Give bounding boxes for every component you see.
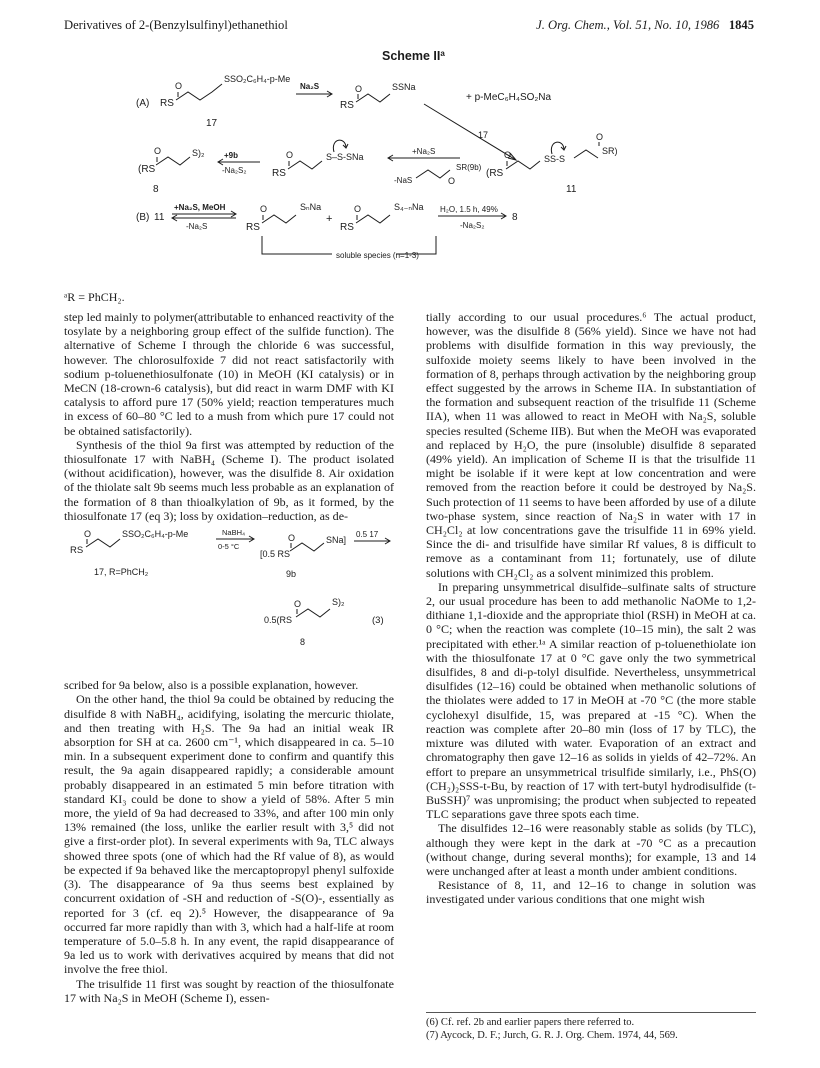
scheme-title: Scheme $II^a$ bbox=[382, 49, 445, 63]
trisulfide-anion: S–S-SNa bbox=[326, 152, 364, 162]
oxo-sssna: O bbox=[286, 150, 294, 160]
sr-11: SR) bbox=[602, 146, 618, 156]
journal-citation: J. Org. Chem., Vol. 51, No. 10, 1986 bbox=[536, 18, 720, 32]
oxo-11b: O bbox=[596, 132, 604, 142]
label-b: (B) bbox=[136, 212, 150, 223]
eq-half-prod: 0.5(RS bbox=[264, 615, 293, 626]
paragraph: The trisulfide 11 first was sought by reaction of the thiosulfonate 17 with Na₂S in MeOH (Scheme I), essen- bbox=[64, 976, 394, 1005]
paragraph: tially according to our usual procedures.⁶ The actual product, however, was the disulfide 8 (56% yield). Since we have not had problems with disulfide formation in this way previously, the sulfoxide moiety seems likely to have been involved in the formation of 8, perhaps through activation by the neighboring group effect suggested by the arrows in Scheme IIA. In substantiation of the formation and subsequent reaction of the trisulfide 11 (Scheme IIA), when 11 was allowed to react in MeOH with Na₂S, soluble species resulted (Scheme IIB). But when the MeOH was evaporated and replaced by H₂O, the pure (insoluble) disulfide 8 separated (49% yield). An implication of Scheme II is that the trisulfide 11 might be isolable if it were kept at low concentration and were removed from the reaction before it could be destroyed by Na₂S. Such protection of 11 seems to have been afforded by use of a dilute two-phase system, since reaction of Na₂S in water with 17 in CH₂Cl₂ at low concentrations gave the trisulfide 11 in 69% yield. Since the di- and trisulfide have similar Rf values, 8 is difficult to remove as a contaminant from 11; fortunately, use of dilute solutions with CH₂Cl₂ as a solvent minimized this problem. bbox=[426, 310, 756, 580]
eq-sna: SNa] bbox=[326, 535, 347, 546]
ssna-group: SSNa bbox=[392, 82, 416, 92]
eq-temp: 0-5 °C bbox=[218, 542, 240, 552]
equation-3 bbox=[64, 527, 394, 673]
rsp-8: (RS bbox=[138, 164, 156, 175]
reagent-9b: +9b bbox=[224, 151, 239, 160]
paragraph: In preparing unsymmetrical disulfide–sulfinate salts of structure 2, our usual procedure has been to add methanolic NaOMe to 1,2-dithiane 1,1-dioxide and the appropriate thiol (RSH) in MeOH at ca. 0 °C; when the reaction was complete (10–15 min), the salt 2 was precipitated with ether.¹ᵃ A similar reaction of p-toluenethiolate ion with the thiosulfonate 17 at 0 °C gave only the two symmetrical disulfides, 8 and di-p-tolyl disulfide. Nevertheless, unsymmetrical disulfides (12–16) could be obtained when methanolic solutions of the thiolates were added to 17 in MeOH at -70 °C (the more stable cyclohexyl disulfide, 15, was prepared at -15 °C). When the reaction was complete after 20–80 min (loss of 17 by TLC), the mixture was diluted with water. Evaporation of an extract and chromatography then gave 12–16 as solids in yields of 42–72%. An effort to prepare an unsymmetrical trisulfide similarly, i.e., PhS(O)(CH₂)₂SSS-t-Bu, by reaction of 17 with tert-butyl hydrodisulfide (t-BuSSH)⁷ was unpromising; the product when subjected to repeated TLC separations gave three spots each time. bbox=[426, 579, 756, 822]
compound-11: 11 bbox=[566, 184, 577, 195]
oxo-17: O bbox=[175, 81, 183, 91]
rs-ssna: RS bbox=[340, 100, 354, 111]
product-8: 8 bbox=[512, 212, 518, 223]
polysulfide-snna: SₙNa bbox=[300, 202, 322, 212]
eq-arrow2-label: 0.5 17 bbox=[356, 530, 379, 540]
rs-17: RS bbox=[160, 98, 174, 109]
running-header-title: Derivatives of 2-(Benzylsulfinyl)ethanethiol bbox=[64, 18, 288, 32]
eq-oxo: O bbox=[84, 529, 92, 540]
right-column bbox=[426, 310, 756, 907]
eq-nabh4: NaBH₄ bbox=[222, 528, 246, 538]
scheme-footnote: ᵃR = PhCH₂. bbox=[64, 290, 125, 304]
minus-na2s: -Na₂S bbox=[186, 222, 208, 231]
paragraph: step led mainly to polymer(attributable to enhanced reactivity of the tosylate by a neighboring group effect of the sulfide function). The alternative of Scheme I through the chloride 6 was successful, however. The chlorosulfoxide 7 did not react satisfactorily with sodium p-toluenethiosulfonate (10) in MeOH (KI catalysis) or in MeCN (18-crown-6 catalysis), but did react in warm DMF with KI catalysis to afford pure 17 (50% yield; reaction temperatures much in excess of 60–80 °C led to a mush from which pure 17 could not be obtained satisfactorily). bbox=[64, 310, 394, 438]
oxo-11: O bbox=[504, 150, 512, 160]
page-number: 1845 bbox=[728, 18, 754, 32]
disulfide-s2: S)₂ bbox=[192, 148, 205, 158]
rs-s4nna: RS bbox=[340, 222, 354, 233]
nas-fragment: -NaS bbox=[394, 176, 413, 185]
rsp-11: (RS bbox=[486, 168, 504, 179]
compound-17: 17 bbox=[206, 118, 218, 129]
scheme-ii bbox=[64, 42, 754, 274]
rs-sssna: RS bbox=[272, 168, 286, 179]
sr-9b: SR(9b) bbox=[456, 163, 482, 172]
compound-8: 8 bbox=[153, 184, 159, 195]
paragraph: On the other hand, the thiol 9a could be obtained by reducing the disulfide 8 with NaBH₄, acidifying, isolating the mercuric thiolate, and then treating with H₂S. The 9a had an initial weak IR absorption for SH at ca. 2600 cm⁻¹, which disappeared in ca. 5–10 min. In a subsequent experiment done to confirm and quantify this result, the 9a again disappeared rapidly; a considerable amount probably disappeared in an estimated 5 min before titration with standard KI₃ could be done to show a yield of 58%. After 5 min more, the yield of 9a had decreased to 33%, and after 100 min only 13% remained (the loss, unlike the earlier result with 3,⁵ did not give a first-order plot). In several experiments with 9a, TLC always showed three spots (one of which had the Rf value of 8), as would be expected if 9a behaved like the mercaptopropyl phenyl sulfoxide (3). The disappearance of 9a thus seems best explained by concurrent oxidation of -SH and reduction of -S(O)-, essentially as reported for 3 (cf. eq 2).⁵ However, the disappearance of 9a occurred far more rapidly than with 3, which had a half-life at room temperature of 5.0–5.8 h. In any event, the rapid disappearance of 9a led us to work with derivatives acquired by means that did not involve the free thiol. bbox=[64, 692, 394, 977]
reagent-na2s-meoh: +Na₂S, MeOH bbox=[174, 203, 226, 212]
reagent-na2s-2: +Na₂S bbox=[412, 147, 436, 156]
minus-na2s2-b: -Na₂S₂ bbox=[460, 221, 485, 230]
soluble-species: soluble species (n=1-3) bbox=[336, 251, 419, 260]
eq-s2: S)₂ bbox=[332, 597, 345, 608]
running-header-journal bbox=[536, 18, 754, 33]
plus-sign: + bbox=[326, 213, 333, 225]
eq-compound-8: 8 bbox=[300, 637, 306, 648]
start-11: 11 bbox=[154, 212, 165, 223]
eq-rs: RS bbox=[70, 545, 84, 557]
footnotes bbox=[426, 1017, 756, 1042]
oxo-s4nna: O bbox=[354, 204, 362, 214]
eq-oxo-3: O bbox=[294, 599, 302, 610]
label-a: (A) bbox=[136, 98, 150, 109]
tosyl-group: SSO₂C₆H₄-p-Me bbox=[224, 74, 291, 84]
oxo-fragment: O bbox=[448, 176, 456, 186]
oxo-snna: O bbox=[260, 204, 268, 214]
footnote-rule bbox=[426, 1012, 756, 1013]
eq-half-rs: [0.5 RS bbox=[260, 549, 291, 560]
reagent-17-diag: 17 bbox=[478, 130, 489, 140]
trisulfide-11: SS-S bbox=[544, 154, 566, 164]
eq-oxo-2: O bbox=[288, 533, 296, 544]
eq-compound-17: 17, R=PhCH₂ bbox=[94, 567, 149, 578]
rs-snna: RS bbox=[246, 222, 260, 233]
water-conditions: H₂O, 1.5 h, 49% bbox=[440, 205, 498, 214]
polysulfide-s4nna: S₄₋ₙNa bbox=[394, 202, 424, 212]
oxo-ssna: O bbox=[355, 84, 363, 94]
left-column bbox=[64, 310, 394, 1005]
reagent-na2s-a: Na₂S bbox=[300, 82, 320, 91]
toluenesulfinate: + p-MeC₆H₄SO₂Na bbox=[466, 92, 552, 103]
paragraph: The disulfides 12–16 were reasonably stable as solids (by TLC), although they were kept in the dark at -70 °C as a precaution (without change, during several months); for example, 13 and 14 were unchanged after at least a month under ambient conditions. bbox=[426, 821, 756, 878]
paragraph: Resistance of 8, 11, and 12–16 to change in solution was investigated under various conditions that one might wish bbox=[426, 878, 756, 907]
footnote-6: (6) Cf. ref. 2b and earlier papers there referred to. bbox=[426, 1017, 635, 1028]
equation-number: (3) bbox=[372, 615, 384, 627]
byproduct-na2s2: -Na₂S₂ bbox=[222, 166, 247, 175]
footnote-7: (7) Aycock, D. F.; Jurch, G. R. J. Org. Chem. 1974, 44, 569. bbox=[426, 1029, 678, 1041]
paragraph: Synthesis of the thiol 9a first was attempted by reduction of the thiosulfonate 17 with NaBH₄ (Scheme I). The product isolated (without acidification), however, was the disulfide 8. Air oxidation of the thiolate salt 9b seems much less probable as an explanation of the formation of 8 than thioalkylation of 9b, as it formed, by the thiosulfonate 17 (eq 3); loss by oxidation–reduction, as de- bbox=[64, 437, 394, 523]
paragraph: scribed for 9a below, also is a possible explanation, however. bbox=[64, 678, 359, 693]
eq-tosyl: SSO₂C₆H₄-p-Me bbox=[122, 529, 189, 540]
eq-compound-9b: 9b bbox=[286, 569, 297, 580]
oxo-8: O bbox=[154, 146, 162, 156]
